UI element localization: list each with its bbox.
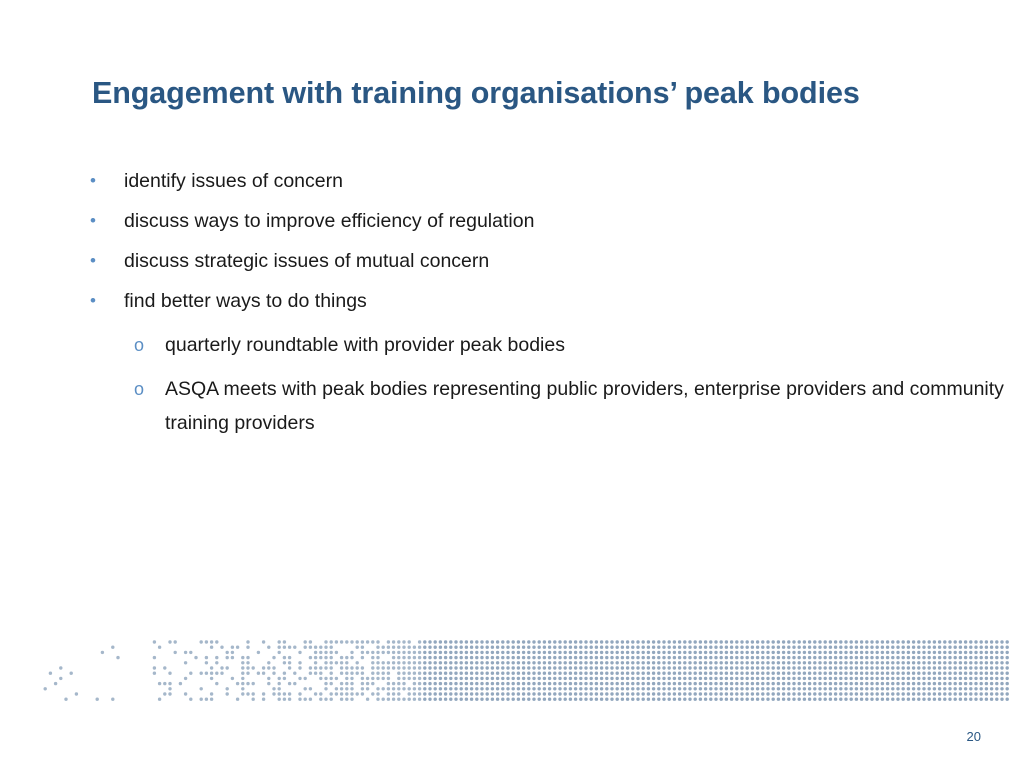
slide-title: Engagement with training organisations’ peak bodies <box>92 76 860 110</box>
sub-bullet-list <box>124 328 1010 440</box>
bullet-item <box>90 288 1010 440</box>
page-number: 20 <box>966 729 981 744</box>
bullet-text: identify issues of concern <box>124 170 343 192</box>
sub-bullet-item <box>124 328 1010 362</box>
bullet-item <box>90 248 1010 274</box>
sub-bullet-item <box>124 372 1010 440</box>
bullet-text: discuss strategic issues of mutual concern <box>124 250 490 272</box>
bullet-marker-icon: • <box>90 171 96 190</box>
decorative-dot-pattern <box>0 636 1024 706</box>
bullet-item <box>90 168 1010 194</box>
bullet-marker-icon: • <box>90 251 96 270</box>
bullet-list <box>90 168 1010 454</box>
sub-bullet-text: ASQA meets with peak bodies representing public providers, enterprise providers and community training providers <box>165 378 1004 434</box>
bullet-text: find better ways to do things <box>124 290 367 312</box>
circle-bullet-icon: o <box>134 335 145 355</box>
bullet-text: discuss ways to improve efficiency of regulation <box>124 210 535 232</box>
sub-bullet-text: quarterly roundtable with provider peak bodies <box>165 334 565 356</box>
bullet-item <box>90 208 1010 234</box>
bullet-marker-icon: • <box>90 211 96 230</box>
circle-bullet-icon: o <box>134 379 145 399</box>
bullet-marker-icon: • <box>90 291 96 310</box>
